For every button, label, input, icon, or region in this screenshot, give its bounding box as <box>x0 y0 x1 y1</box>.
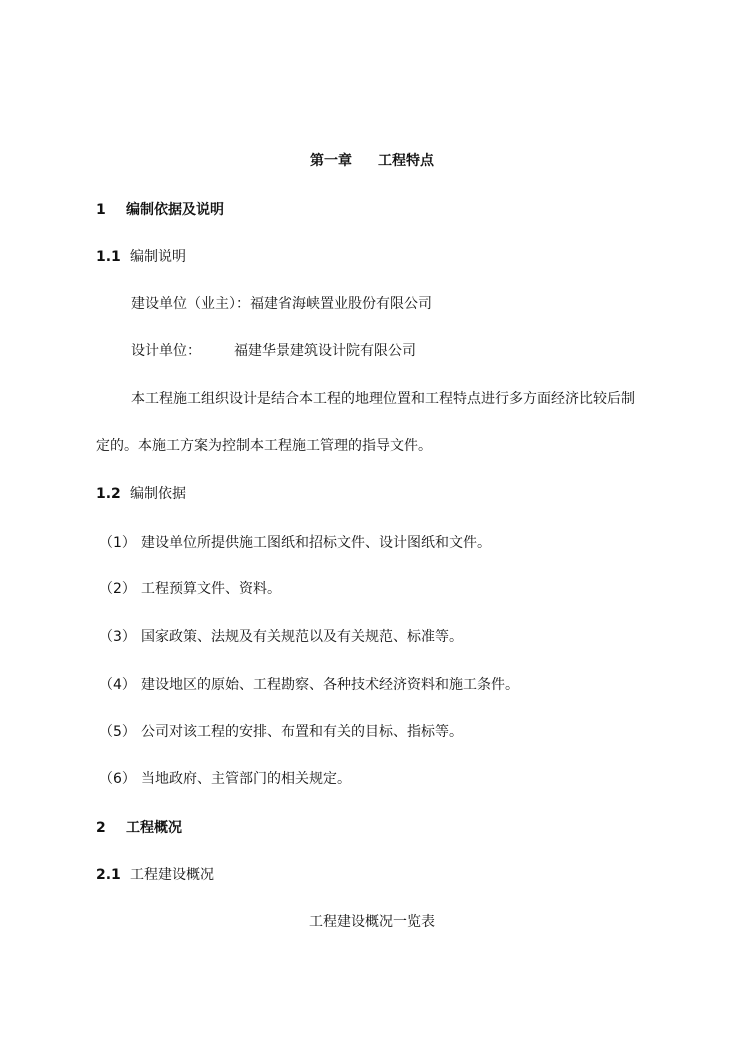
subsection-number: 1.1 <box>96 249 121 265</box>
list-item <box>99 770 351 788</box>
list-item <box>99 723 463 741</box>
list-item-number: （4） <box>99 677 136 693</box>
list-item-text: 建设地区的原始、工程勘察、各种技术经济资料和施工条件。 <box>141 677 519 693</box>
paragraph-line-1: 本工程施工组织设计是结合本工程的地理位置和工程特点进行多方面经济比较后制 <box>131 391 635 407</box>
section-title: 工程概况 <box>126 820 182 836</box>
subsection-number: 1.2 <box>96 486 121 502</box>
owner-label: 建设单位（业主）： <box>131 296 250 312</box>
list-item <box>99 676 519 694</box>
subsection-heading-1-2 <box>96 485 186 503</box>
section-number: 1 <box>96 202 106 218</box>
section-heading-1 <box>96 201 224 219</box>
chapter-heading <box>0 152 744 170</box>
list-item-text: 工程预算文件、资料。 <box>141 581 281 597</box>
designer-line <box>131 342 416 360</box>
subsection-heading-2-1 <box>96 866 214 884</box>
subsection-title: 工程建设概况 <box>130 867 214 883</box>
owner-line <box>131 295 432 313</box>
list-item-number: （6） <box>99 771 136 787</box>
owner-value: 福建省海峡置业股份有限公司 <box>250 296 432 312</box>
chapter-number: 第一章 <box>310 153 352 169</box>
section-heading-2 <box>96 819 182 837</box>
paragraph-line-2: 定的。本施工方案为控制本工程施工管理的指导文件。 <box>96 438 432 454</box>
designer-label: 设计单位： <box>131 343 201 359</box>
list-item-number: （3） <box>99 629 136 645</box>
list-item-number: （2） <box>99 581 136 597</box>
list-item <box>99 534 491 552</box>
chapter-title: 工程特点 <box>378 153 434 169</box>
section-number: 2 <box>96 820 106 836</box>
subsection-number: 2.1 <box>96 867 121 883</box>
subsection-title: 编制说明 <box>130 249 186 265</box>
list-item-number: （1） <box>99 535 136 551</box>
subsection-heading-1-1 <box>96 248 186 266</box>
subsection-title: 编制依据 <box>130 486 186 502</box>
table-caption: 工程建设概况一览表 <box>309 914 435 930</box>
list-item-number: （5） <box>99 724 136 740</box>
designer-value: 福建华景建筑设计院有限公司 <box>234 343 416 359</box>
list-item-text: 国家政策、法规及有关规范以及有关规范、标准等。 <box>141 629 463 645</box>
list-item <box>99 628 463 646</box>
list-item-text: 公司对该工程的安排、布置和有关的目标、指标等。 <box>141 724 463 740</box>
list-item-text: 建设单位所提供施工图纸和招标文件、设计图纸和文件。 <box>141 535 491 551</box>
list-item-text: 当地政府、主管部门的相关规定。 <box>141 771 351 787</box>
section-title: 编制依据及说明 <box>126 202 224 218</box>
list-item <box>99 580 281 598</box>
